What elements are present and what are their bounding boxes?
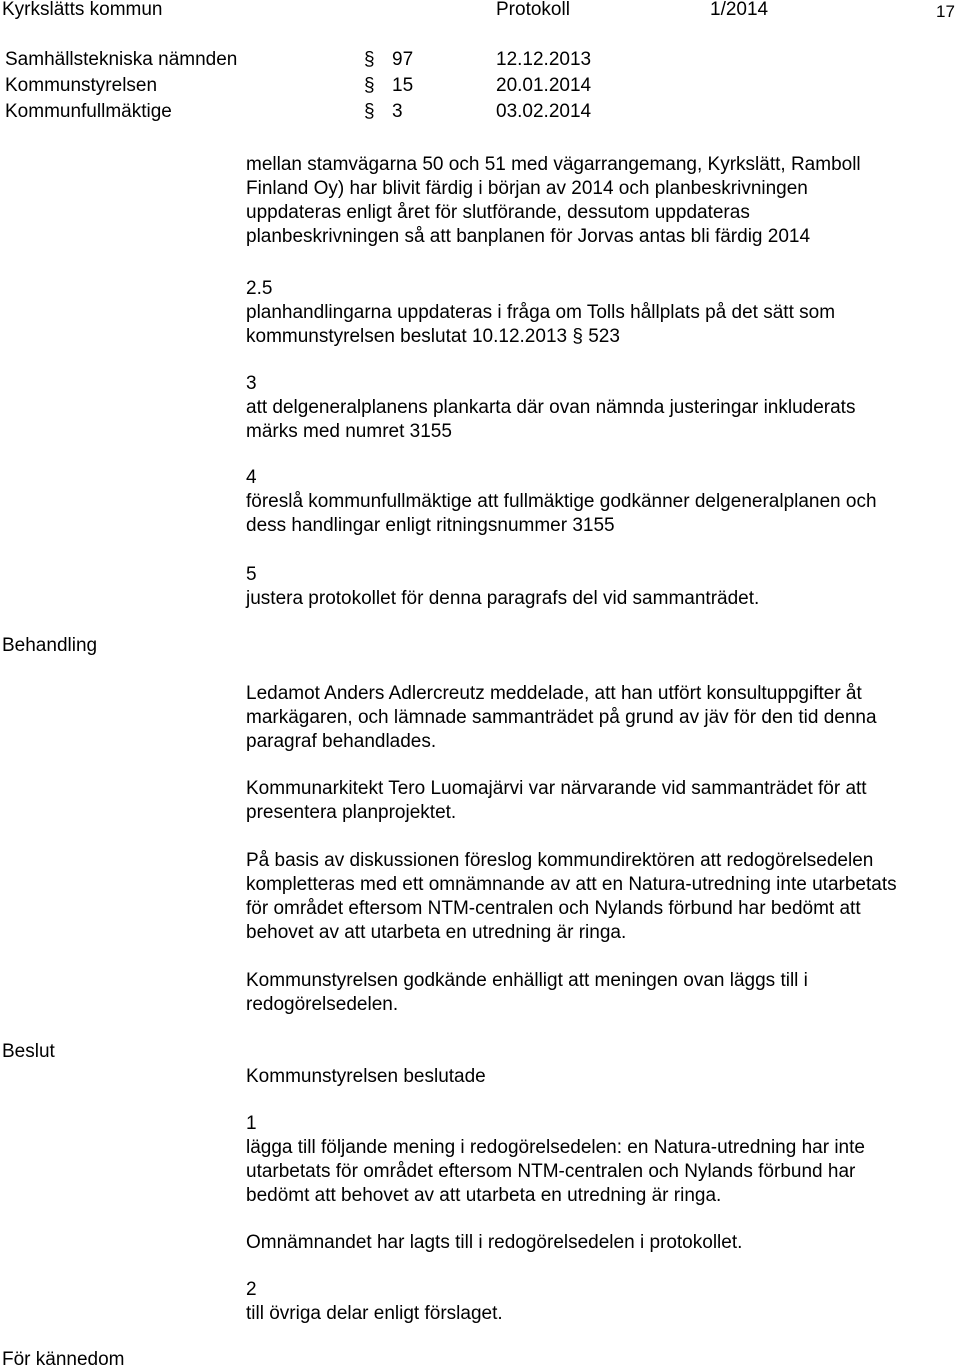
- page-number: 17: [936, 2, 955, 21]
- behandling-paragraph: [246, 849, 958, 945]
- body-name: Kommunstyrelsen: [5, 75, 158, 96]
- text-fragment: 523: [582, 326, 620, 347]
- text-line: märks med numret 3155: [246, 421, 452, 442]
- behandling-label: Behandling: [2, 635, 98, 656]
- text-line: Kommunstyrelsen beslutade: [246, 1066, 486, 1087]
- proposal-item: [246, 563, 958, 611]
- decision-item: [246, 1112, 958, 1208]
- proposal-item: [246, 372, 958, 444]
- text-line: föreslå kommunfullmäktige att fullmäktige godkänner delgeneralplanen och: [246, 491, 877, 512]
- body-name: Samhällstekniska nämnden: [5, 49, 238, 70]
- item-number: 3: [246, 373, 257, 394]
- text-line: kompletteras med ett omnämnande av att en Natura-utredning inte utarbetats: [246, 874, 897, 895]
- text-line: lägga till följande mening i redogörelsedelen: en Natura-utredning har inte: [246, 1137, 865, 1158]
- text-line: justera protokollet för denna paragrafs del vid sammanträdet.: [246, 588, 760, 609]
- behandling-paragraph: [246, 682, 958, 754]
- intro-paragraph: [246, 153, 958, 249]
- text-fragment: kommunstyrelsen beslutat 10.12.2013: [246, 326, 573, 347]
- document-number: 1/2014: [710, 0, 769, 20]
- behandling-paragraph: [246, 777, 958, 825]
- item-number: 2: [246, 1279, 257, 1300]
- text-line: planbeskrivningen så att banplanen för Jorvas antas bli färdig 2014: [246, 226, 811, 247]
- text-line: dess handlingar enligt ritningsnummer 3155: [246, 515, 615, 536]
- beslut-label: Beslut: [2, 1041, 55, 1062]
- section-sign: §: [364, 49, 375, 70]
- body-name: Kommunfullmäktige: [5, 101, 172, 122]
- item-number: 2.5: [246, 278, 273, 299]
- text-line: paragraf behandlades.: [246, 731, 437, 752]
- text-line: utarbetats för området eftersom NTM-centralen och Nylands förbund har: [246, 1161, 856, 1182]
- text-line: för området eftersom NTM-centralen och Nylands förbund har bedömt att: [246, 898, 861, 919]
- text-line: redogörelsedelen.: [246, 994, 399, 1015]
- text-line: till övriga delar enligt förslaget.: [246, 1303, 503, 1324]
- text-line: planhandlingarna uppdateras i fråga om Tolls hållplats på det sätt som: [246, 302, 836, 323]
- text-line: att delgeneralplanens plankarta där ovan nämnda justeringar inkluderats: [246, 397, 856, 418]
- meeting-date: 03.02.2014: [496, 101, 592, 122]
- text-line: mellan stamvägarna 50 och 51 med vägarrangemang, Kyrkslätt, Ramboll: [246, 154, 861, 175]
- item-number: 4: [246, 467, 257, 488]
- text-line: bedömt att behovet av att utarbeta en utredning är ringa.: [246, 1185, 722, 1206]
- section-sign: §: [572, 326, 583, 347]
- meeting-date: 12.12.2013: [496, 49, 592, 70]
- text-line: markägaren, och lämnade sammanträdet på grund av jäv för den tid denna: [246, 707, 877, 728]
- text-line: uppdateras enligt året för slutförande, dessutom uppdateras: [246, 202, 750, 223]
- decision-note: [246, 1231, 958, 1255]
- item-number: 1: [246, 1113, 257, 1134]
- section-sign: §: [364, 101, 375, 122]
- item-number: 5: [246, 564, 257, 585]
- text-line: På basis av diskussionen föreslog kommundirektören att redogörelsedelen: [246, 850, 874, 871]
- meeting-date: 20.01.2014: [496, 75, 592, 96]
- text-line: behovet av att utarbeta en utredning är ringa.: [246, 922, 627, 943]
- text-line: Kommunarkitekt Tero Luomajärvi var närvarande vid sammanträdet för att: [246, 778, 867, 799]
- document-type: Protokoll: [496, 0, 570, 20]
- section-sign: §: [364, 75, 375, 96]
- text-line: Finland Oy) har blivit färdig i början av 2014 och planbeskrivningen: [246, 178, 808, 199]
- text-line: Kommunstyrelsen godkände enhälligt att meningen ovan läggs till i: [246, 970, 808, 991]
- for-kannedom-label: För kännedom: [2, 1349, 125, 1370]
- proposal-item: [246, 466, 958, 538]
- section-number: 97: [392, 49, 414, 70]
- text-line-with-section: [246, 325, 958, 349]
- section-number: 3: [392, 101, 403, 122]
- proposal-item: [246, 277, 958, 349]
- text-line: presentera planprojektet.: [246, 802, 457, 823]
- behandling-paragraph: [246, 969, 958, 1017]
- decision-item: [246, 1278, 958, 1326]
- municipality-name: Kyrkslätts kommun: [2, 0, 163, 20]
- text-line: Ledamot Anders Adlercreutz meddelade, att han utfört konsultuppgifter åt: [246, 683, 862, 704]
- decision-intro: [246, 1065, 958, 1089]
- section-number: 15: [392, 75, 414, 96]
- text-line: Omnämnandet har lagts till i redogörelsedelen i protokollet.: [246, 1232, 743, 1253]
